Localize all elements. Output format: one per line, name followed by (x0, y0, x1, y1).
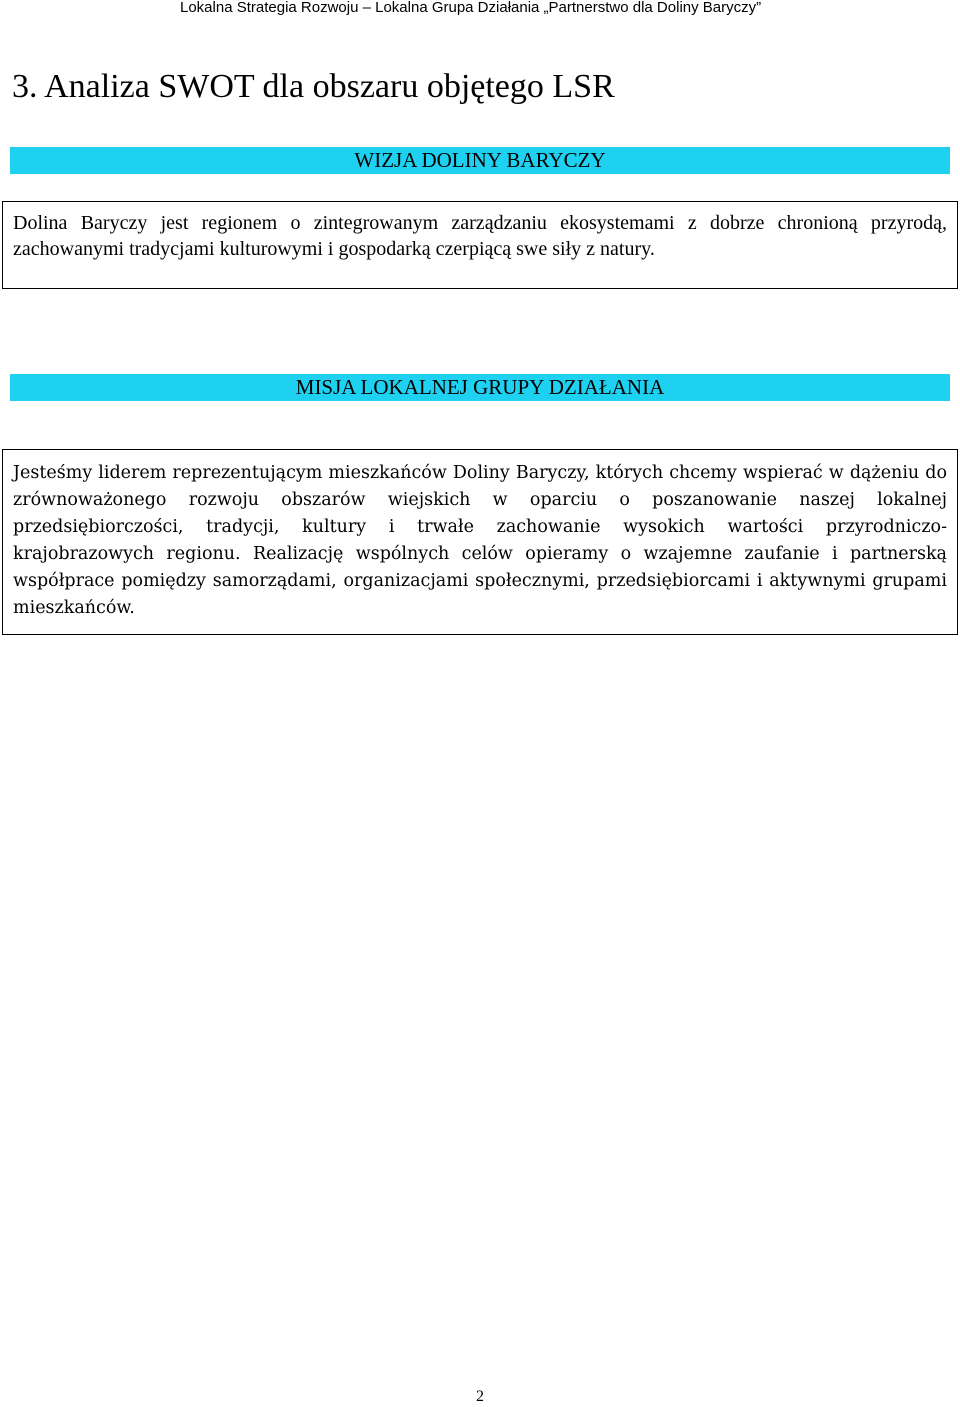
mission-text: Jesteśmy liderem reprezentującym mieszkańców Doliny Baryczy, których chcemy wspierać w dążeniu do zrównoważonego rozwoju obszarów wiejskich w oparciu o poszanowanie naszej lokalnej przedsiębiorczości, tradycji, kultury i trwałe zachowanie wysokich wartości przyrodniczo-krajobrazowych regionu. Realizację wspólnych celów opieramy o wzajemne zaufanie i partnerską współprace pomiędzy samorządami, organizacjami społecznymi, przedsiębiorcami i aktywnymi grupami mieszkańców. (13, 463, 947, 618)
mission-heading: MISJA LOKALNEJ GRUPY DZIAŁANIA (10, 374, 950, 401)
mission-text-box (2, 449, 958, 635)
running-header: Lokalna Strategia Rozwoju – Lokalna Grupa Działania „Partnerstwo dla Doliny Baryczy” (180, 0, 762, 16)
page-number: 2 (476, 1388, 484, 1405)
vision-text-box (2, 201, 958, 289)
section-title: 3. Analiza SWOT dla obszaru objętego LSR (12, 68, 615, 105)
vision-text: Dolina Baryczy jest regionem o zintegrowanym zarządzaniu ekosystemami z dobrze chronioną przyrodą, zachowanymi tradycjami kulturowymi i gospodarką czerpiącą swe siły z natury. (13, 212, 947, 260)
vision-heading: WIZJA DOLINY BARYCZY (10, 147, 950, 174)
